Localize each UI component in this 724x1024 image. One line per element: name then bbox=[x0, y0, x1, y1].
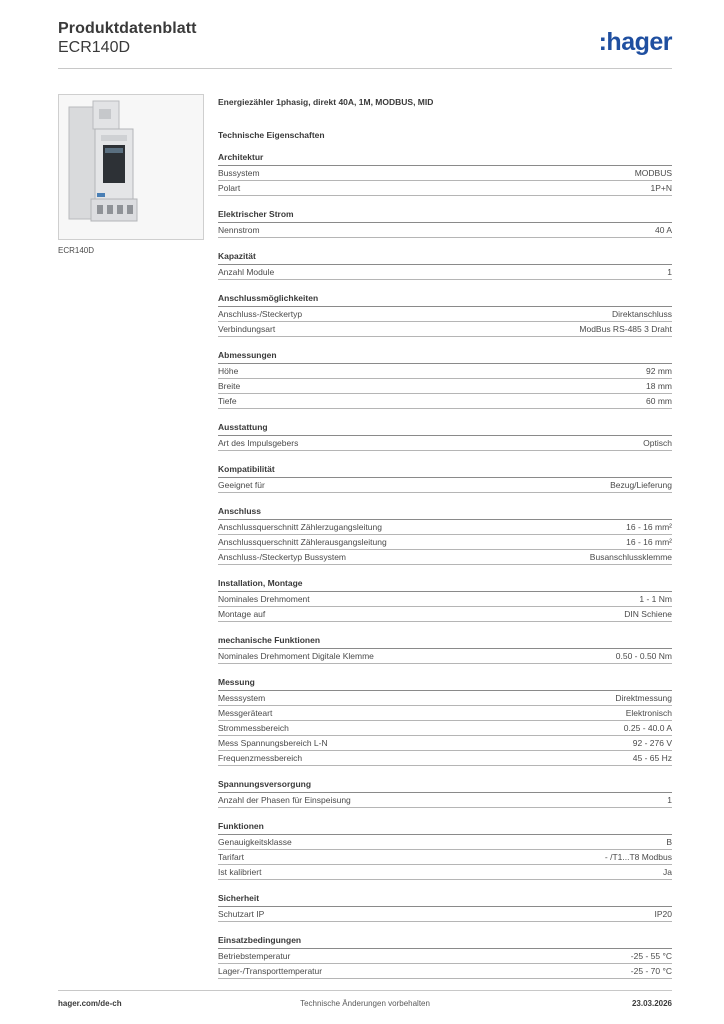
spec-row bbox=[218, 394, 672, 409]
spec-value: 92 mm bbox=[646, 366, 672, 376]
footer-notice: Technische Änderungen vorbehalten bbox=[300, 999, 430, 1008]
spec-row bbox=[218, 649, 672, 664]
spec-groups bbox=[218, 152, 672, 979]
spec-label: Strommessbereich bbox=[218, 723, 289, 733]
spec-value: 1P+N bbox=[650, 183, 672, 193]
page-footer bbox=[58, 990, 672, 1021]
spec-label: Polart bbox=[218, 183, 241, 193]
spec-group-title: Kapazität bbox=[218, 251, 672, 265]
spec-label: Anschluss-/Steckertyp bbox=[218, 309, 303, 319]
spec-value: 60 mm bbox=[646, 396, 672, 406]
spec-value: MODBUS bbox=[634, 168, 672, 178]
spec-row bbox=[218, 964, 672, 979]
energy-meter-icon bbox=[59, 95, 203, 239]
spec-value: 16 - 16 mm² bbox=[626, 522, 672, 532]
spec-group-title: Abmessungen bbox=[218, 350, 672, 364]
product-caption: ECR140D bbox=[58, 246, 95, 255]
spec-row bbox=[218, 706, 672, 721]
spec-row bbox=[218, 265, 672, 280]
spec-value: 1 - 1 Nm bbox=[639, 594, 672, 604]
spec-group-title: Ausstattung bbox=[218, 422, 672, 436]
spec-value: 1 bbox=[667, 795, 672, 805]
spec-group-title: Anschluss bbox=[218, 506, 672, 520]
spec-row bbox=[218, 793, 672, 808]
spec-row bbox=[218, 181, 672, 196]
spec-label: Ist kalibriert bbox=[218, 867, 262, 877]
hager-logo: :hager bbox=[598, 28, 672, 56]
spec-label: Schutzart IP bbox=[218, 909, 265, 919]
spec-row bbox=[218, 607, 672, 622]
spec-group-title: Installation, Montage bbox=[218, 578, 672, 592]
spec-group-title: Architektur bbox=[218, 152, 672, 166]
spec-label: Anzahl der Phasen für Einspeisung bbox=[218, 795, 351, 805]
product-code: ECR140D bbox=[58, 39, 131, 56]
spec-row bbox=[218, 721, 672, 736]
spec-value: ModBus RS-485 3 Draht bbox=[579, 324, 672, 334]
spec-row bbox=[218, 223, 672, 238]
spec-label: Art des Impulsgebers bbox=[218, 438, 299, 448]
spec-value: Optisch bbox=[643, 438, 672, 448]
spec-group-title: Messung bbox=[218, 677, 672, 691]
spec-value: 0.25 - 40.0 A bbox=[623, 723, 672, 733]
spec-row bbox=[218, 436, 672, 451]
spec-label: Frequenzmessbereich bbox=[218, 753, 303, 763]
spec-label: Nominales Drehmoment Digitale Klemme bbox=[218, 651, 374, 661]
spec-label: Montage auf bbox=[218, 609, 266, 619]
spec-label: Nominales Drehmoment bbox=[218, 594, 310, 604]
spec-value: 45 - 65 Hz bbox=[632, 753, 672, 763]
spec-value: DIN Schiene bbox=[624, 609, 672, 619]
spec-label: Lager-/Transporttemperatur bbox=[218, 966, 323, 976]
spec-row bbox=[218, 736, 672, 751]
spec-group-title: Einsatzbedingungen bbox=[218, 935, 672, 949]
spec-label: Anschluss-/Steckertyp Bussystem bbox=[218, 552, 347, 562]
spec-row bbox=[218, 949, 672, 964]
document-header bbox=[58, 20, 197, 57]
spec-group-title: Sicherheit bbox=[218, 893, 672, 907]
spec-row bbox=[218, 850, 672, 865]
spec-label: Genauigkeitsklasse bbox=[218, 837, 292, 847]
spec-row bbox=[218, 535, 672, 550]
spec-label: Mess Spannungsbereich L-N bbox=[218, 738, 328, 748]
spec-value: 92 - 276 V bbox=[632, 738, 672, 748]
spec-row bbox=[218, 550, 672, 565]
section-title: Technische Eigenschaften bbox=[218, 130, 325, 140]
spec-value: Ja bbox=[663, 867, 672, 877]
spec-label: Nennstrom bbox=[218, 225, 260, 235]
spec-value: 18 mm bbox=[646, 381, 672, 391]
spec-row bbox=[218, 364, 672, 379]
product-image bbox=[58, 94, 204, 240]
spec-group-title: Kompatibilität bbox=[218, 464, 672, 478]
spec-label: Tiefe bbox=[218, 396, 237, 406]
spec-group-title: Spannungsversorgung bbox=[218, 779, 672, 793]
spec-group-title: mechanische Funktionen bbox=[218, 635, 672, 649]
spec-group-title: Funktionen bbox=[218, 821, 672, 835]
spec-label: Höhe bbox=[218, 366, 239, 376]
spec-label: Messgeräteart bbox=[218, 708, 273, 718]
spec-label: Anschlussquerschnitt Zählerausgangsleitung bbox=[218, 537, 387, 547]
spec-content bbox=[218, 97, 672, 979]
spec-value: -25 - 70 °C bbox=[630, 966, 672, 976]
spec-row bbox=[218, 478, 672, 493]
spec-value: B bbox=[666, 837, 672, 847]
spec-value: Busanschlussklemme bbox=[589, 552, 672, 562]
spec-value: 40 A bbox=[654, 225, 672, 235]
footer-website: hager.com/de-ch bbox=[58, 999, 122, 1008]
spec-row bbox=[218, 520, 672, 535]
footer-date: 23.03.2026 bbox=[631, 999, 672, 1008]
spec-value: - /T1...T8 Modbus bbox=[604, 852, 672, 862]
spec-label: Anzahl Module bbox=[218, 267, 275, 277]
spec-value: 1 bbox=[667, 267, 672, 277]
spec-label: Betriebstemperatur bbox=[218, 951, 291, 961]
spec-label: Breite bbox=[218, 381, 241, 391]
spec-row bbox=[218, 865, 672, 880]
spec-group-title: Anschlussmöglichkeiten bbox=[218, 293, 672, 307]
page-title: Produktdatenblatt bbox=[58, 20, 197, 37]
spec-label: Verbindungsart bbox=[218, 324, 276, 334]
spec-group-title: Elektrischer Strom bbox=[218, 209, 672, 223]
spec-value: IP20 bbox=[654, 909, 672, 919]
spec-value: 0.50 - 0.50 Nm bbox=[615, 651, 672, 661]
spec-row bbox=[218, 835, 672, 850]
spec-label: Bussystem bbox=[218, 168, 260, 178]
spec-label: Anschlussquerschnitt Zählerzugangsleitung bbox=[218, 522, 382, 532]
spec-row bbox=[218, 751, 672, 766]
spec-label: Tarifart bbox=[218, 852, 244, 862]
product-description: Energiezähler 1phasig, direkt 40A, 1M, MODBUS, MID bbox=[218, 97, 434, 107]
spec-label: Messsystem bbox=[218, 693, 266, 703]
spec-row bbox=[218, 592, 672, 607]
spec-row bbox=[218, 907, 672, 922]
spec-value: 16 - 16 mm² bbox=[626, 537, 672, 547]
spec-value: Elektronisch bbox=[625, 708, 672, 718]
spec-value: Direktanschluss bbox=[612, 309, 672, 319]
header-divider bbox=[58, 68, 672, 69]
spec-row bbox=[218, 322, 672, 337]
spec-value: -25 - 55 °C bbox=[630, 951, 672, 961]
spec-row bbox=[218, 691, 672, 706]
spec-label: Geeignet für bbox=[218, 480, 265, 490]
spec-value: Direktmessung bbox=[615, 693, 672, 703]
spec-row bbox=[218, 379, 672, 394]
spec-value: Bezug/Lieferung bbox=[610, 480, 672, 490]
spec-row bbox=[218, 166, 672, 181]
spec-row bbox=[218, 307, 672, 322]
